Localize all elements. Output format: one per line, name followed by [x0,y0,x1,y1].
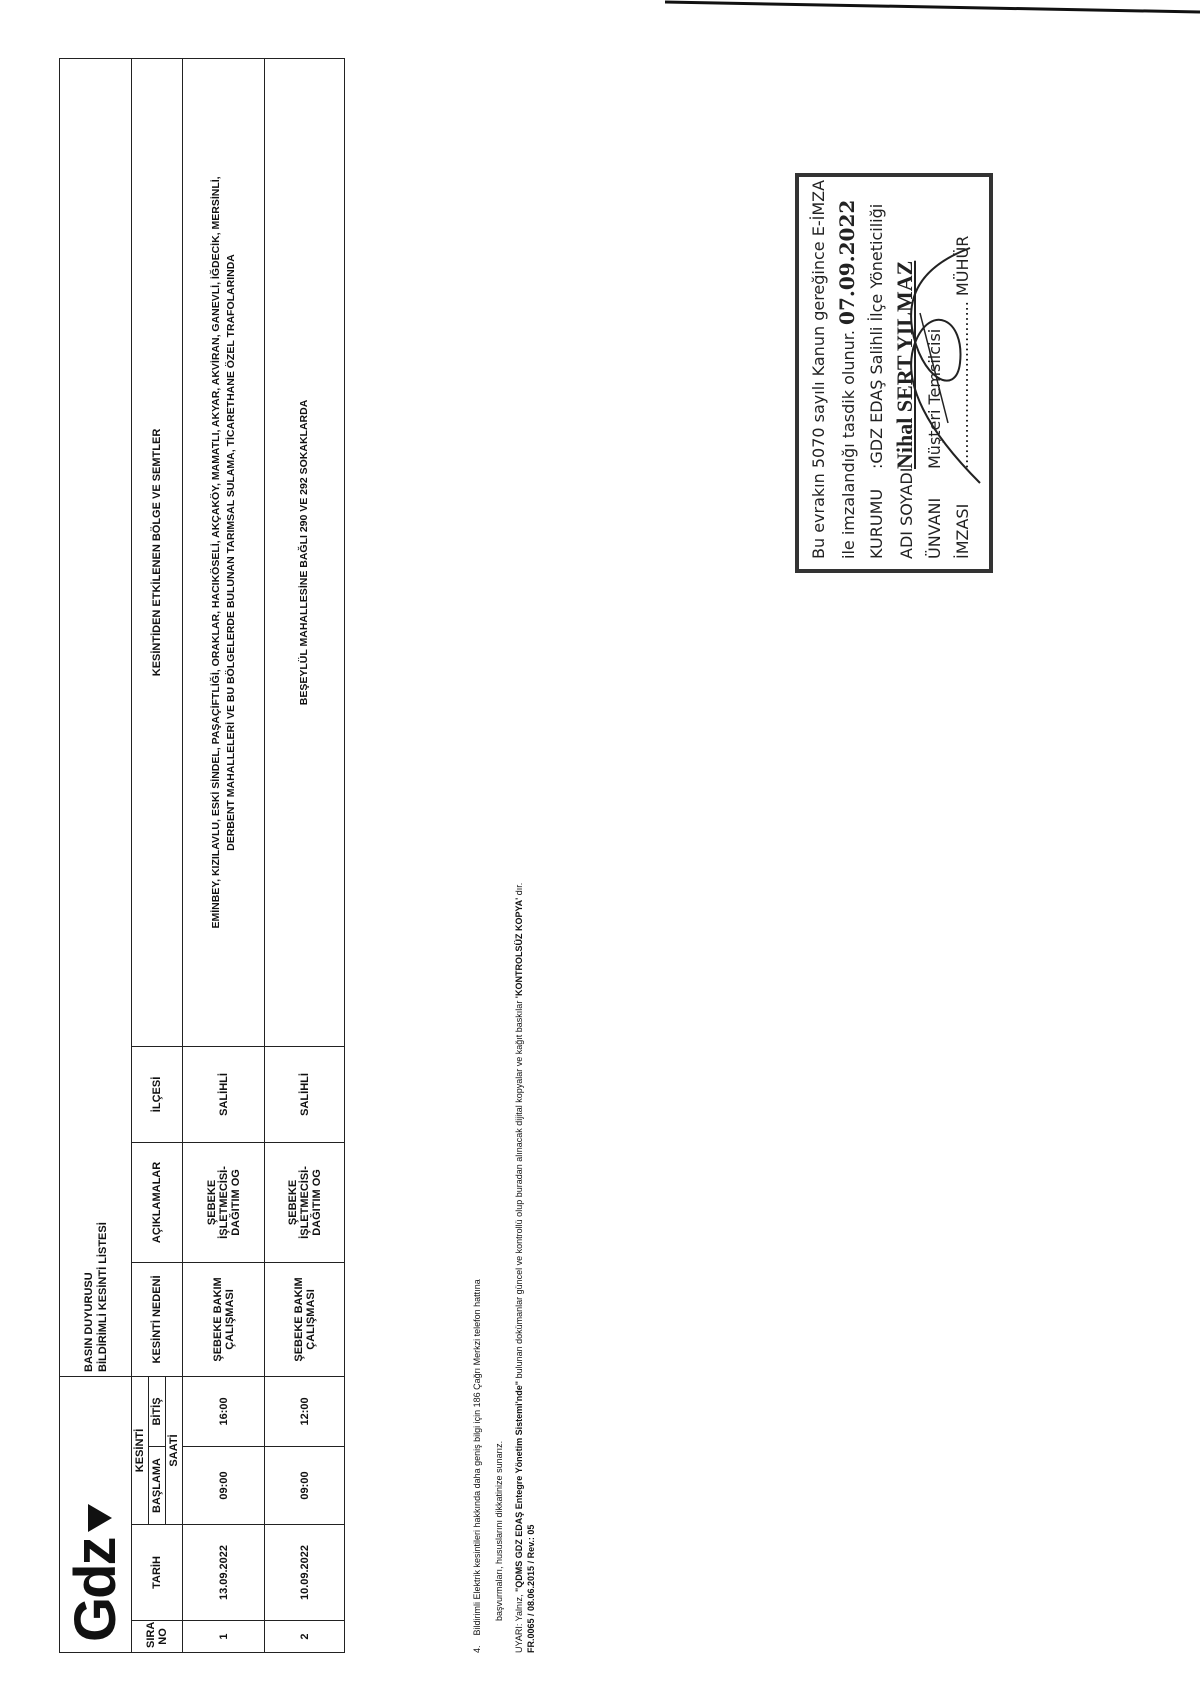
warning-bold-1: "QDMS GDZ EDAŞ Entegre Yönetim Sistemi'nde" [514,1380,524,1592]
stamp-unvani-value: Müşteri Temsilcisi [925,328,944,469]
row-baslama: 09:00 [265,1447,345,1525]
stamp-line-2 [833,187,863,559]
form-code: FR.0065 / 08.06.2015 / Rev.: 05 [526,1524,536,1653]
row-tarih: 13.09.2022 [183,1525,265,1621]
row-bitis: 16:00 [183,1376,265,1446]
col-header-tarih: TARİH [132,1525,183,1621]
footnote-line-2: başvurmaları, hususlarını dikkatinize sunarız. [494,1440,504,1621]
col-header-bitis: BİTİŞ [149,1376,166,1446]
logo-triangle-icon [88,1504,112,1532]
col-header-sira-no: SIRA NO [132,1621,183,1653]
outage-list-table [59,58,345,1653]
footnote-line-1 [471,1279,483,1653]
rotated-document [25,53,972,1653]
col-header-baslama: BAŞLAMA [149,1447,166,1525]
warning-mid: bulunan dokümanlar güncel ve kontrollü olup buradan alınacak dijital kopyalar ve kağıt baskılar [514,998,524,1381]
stamp-certify-text: ile imzalandığı tasdik olunur. [839,330,858,559]
col-header-saati: SAATİ [166,1376,183,1524]
logo-text: Gdz [63,1538,128,1642]
stamp-line-1: Bu evrakın 5070 sayılı Kanun gereğince E-İMZA [809,179,828,559]
signature-scribble [860,233,1000,493]
row-neden: ŞEBEKE BAKIM ÇALIŞMASI [265,1262,345,1376]
col-header-kesinti: KESİNTİ [132,1376,149,1524]
row-bolge-line-1: BEŞEYLÜL MAHALLESİNE BAĞLI 290 VE 292 SOKAKLARDA [298,399,310,706]
warning-suffix: dır. [514,882,524,898]
col-header-aciklamalar: AÇIKLAMALAR [132,1142,183,1262]
row-no: 2 [265,1621,345,1653]
title-line-1: BASIN DUYURUSU [82,1272,95,1372]
footnote-number: 4. [472,1645,482,1653]
warning-bold-2: 'KONTROLSÜZ KOPYA' [514,897,524,999]
header-title [60,59,132,1377]
row-tarih: 10.09.2022 [265,1525,345,1621]
row-bolge [265,59,345,1047]
row-baslama: 09:00 [183,1447,265,1525]
col-header-kesinti-nedeni: KESİNTİ NEDENİ [132,1262,183,1376]
stamp-kurumu-label: KURUMU [867,488,886,559]
stamp-imzasi-label: İMZASI [953,503,972,559]
stamp-adi-value: Nihal SERT YILMAZ [892,260,917,469]
gdz-logo [60,1376,132,1652]
col-header-bolge: KESİNTİDEN ETKİLENEN BÖLGE VE SEMTLER [132,59,183,1047]
row-aciklama: ŞEBEKE İŞLETMECİSİ-DAĞITIM OG [183,1142,265,1262]
row-aciklama: ŞEBEKE İŞLETMECİSİ-DAĞITIM OG [265,1142,345,1262]
warning-prefix: UYARI: Yalnız, [514,1591,524,1653]
stamp-kurumu-value: :GDZ EDAŞ Salihli İlçe Yöneticiliği [867,203,886,469]
row-ilce: SALİHLİ [265,1046,345,1142]
table-row [183,59,265,1653]
col-header-ilcesi: İLÇESİ [132,1046,183,1142]
row-bolge-line-2: DERBENT MAHALLELERİ VE BU BÖLGELERDE BULUNAN TARIMSAL SULAMA, TİCARETHANE ÖZEL TRAFOLARINDA [224,254,237,851]
title-line-2: BİLDİRİMLİ KESİNTİ LİSTESİ [96,1222,109,1372]
row-bolge [183,59,265,1047]
stamp-imzasi: İMZASI................................. MÜHÜR [949,187,977,559]
stamp-adi-label: ADI SOYADI [897,467,916,559]
stamp-date: 07.09.2022 [835,199,859,325]
row-ilce: SALİHLİ [183,1046,265,1142]
stamp-muhur: MÜHÜR [953,235,972,297]
row-bolge-line-1: EMİNBEY, KIZILAVLU, ESKİ SİNDEL, PAŞAÇİFTLİĞİ, ORAKLAR, HACIKÖSELİ, AKÇAKÖY, MAMATLI, AKYAR, AKVİRAN, GANEVLİ, İĞDECİK, MERSİNLİ, [209,176,222,929]
footnote-text-1: Bildirimli Elektrik kesintileri hakkında daha geniş bilgi için 186 Çağrı Merkzi telefon hattına [472,1279,482,1636]
table-row [265,59,345,1653]
row-neden: ŞEBEKE BAKIM ÇALIŞMASI [183,1262,265,1376]
row-no: 1 [183,1621,265,1653]
top-edge-line [665,0,1200,14]
stamp-unvani-label: ÜNVANI [925,497,944,559]
warning-line [513,883,525,1653]
row-bitis: 12:00 [265,1376,345,1446]
